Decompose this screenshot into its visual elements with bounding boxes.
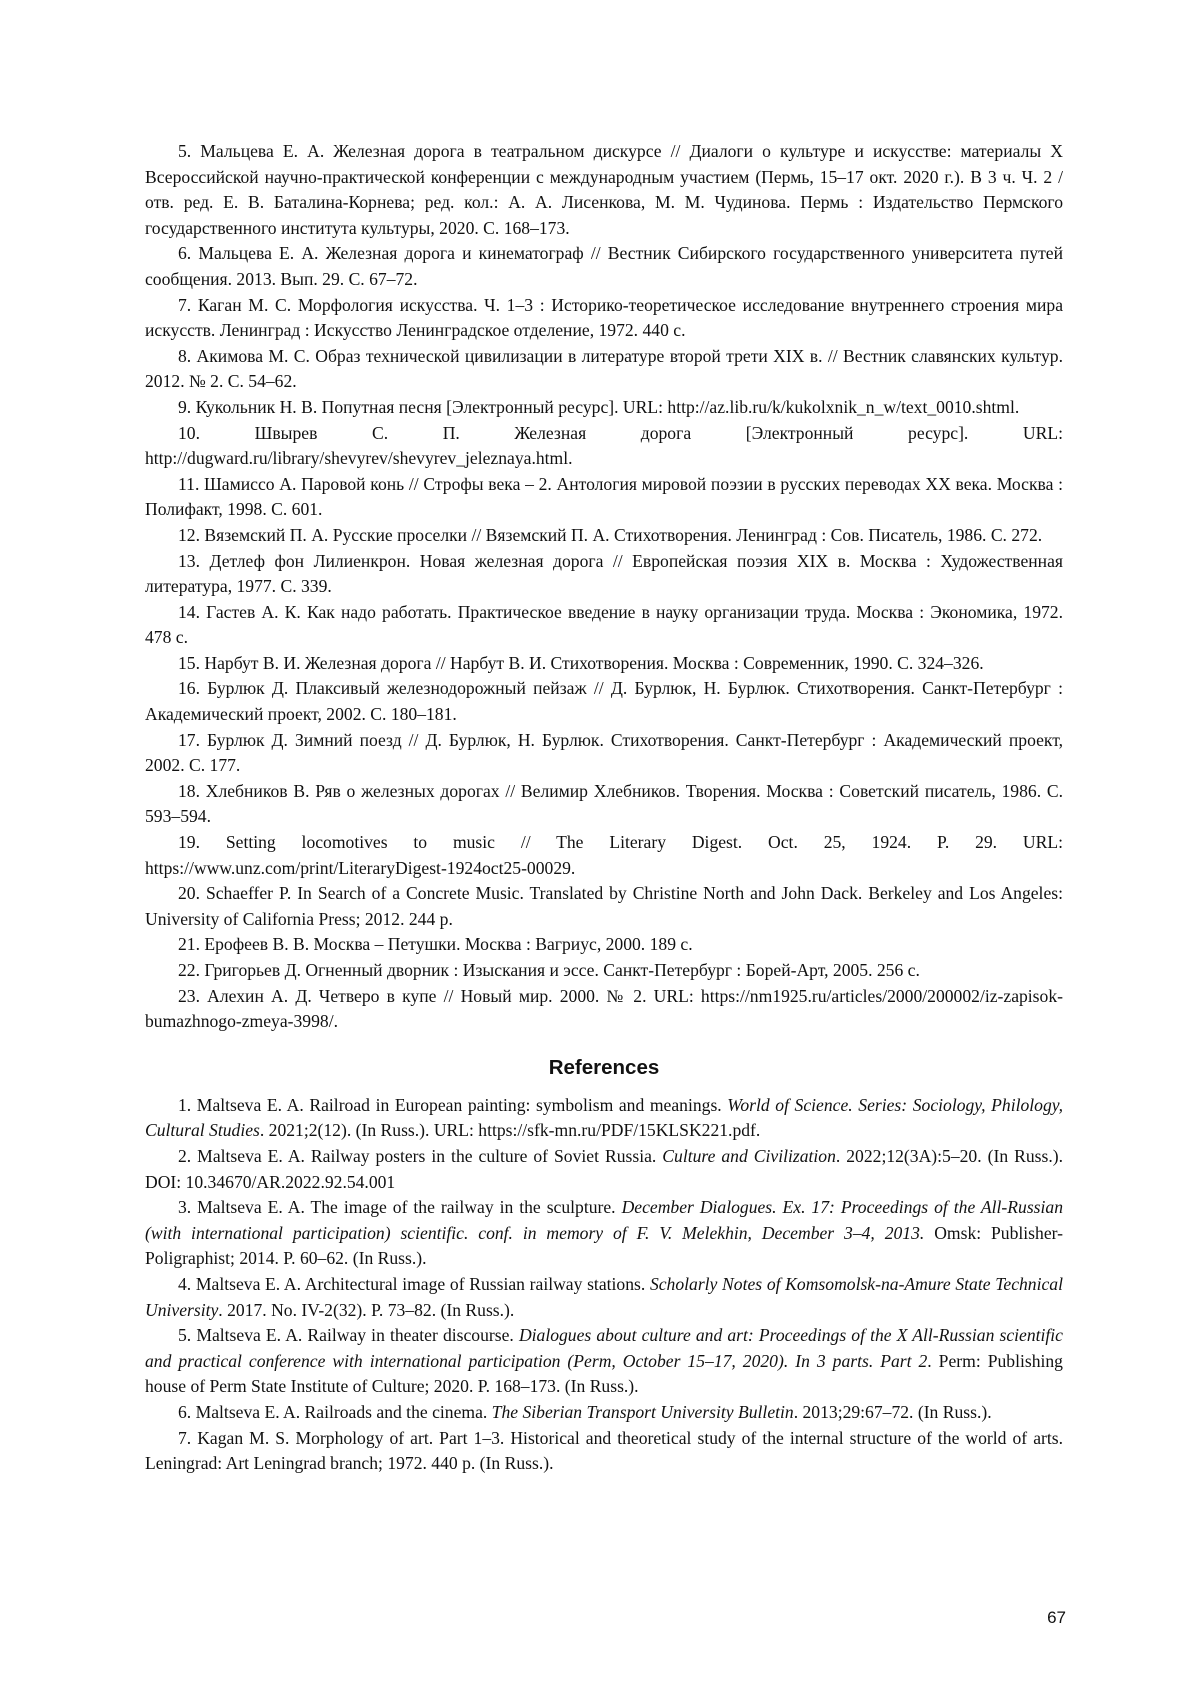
reference-item bbox=[145, 1195, 1063, 1272]
reference-source: Scholarly Notes of Komsomolsk-na-Amure State Technical University bbox=[145, 1273, 1063, 1320]
reference-text: 1. Maltseva E. A. Railroad in European painting: symbolism and meanings. bbox=[178, 1094, 728, 1115]
reference-details: . 2013;29:67–72. (In Russ.). bbox=[793, 1401, 992, 1422]
bibliography-item: 19. Setting locomotives to music // The Literary Digest. Oct. 25, 1924. P. 29. URL: https://www.unz.com/print/LiteraryDigest-1924oct25-00029. bbox=[145, 832, 1063, 878]
reference-details: . Perm: Publishing house of Perm State Institute of Culture; 2020. P. 168–173. (In Russ.). bbox=[145, 1350, 1063, 1397]
bibliography-item: 10. Швырев С. П. Железная дорога [Электронный ресурс]. URL: http://dugward.ru/library/shevyrev/shevyrev_jeleznaya.html. bbox=[145, 422, 1063, 469]
reference-details: Omsk: Publisher-Poligraphist; 2014. P. 60–62. (In Russ.). bbox=[145, 1222, 1063, 1269]
reference-item bbox=[145, 1426, 1063, 1477]
bibliography-item: 9. Кукольник Н. В. Попутная песня [Электронный ресурс]. URL: http://az.lib.ru/k/kukolxnik_n_w/text_0010.shtml. bbox=[178, 396, 1020, 417]
bibliography-item: 21. Ерофеев В. В. Москва – Петушки. Москва : Вагриус, 2000. 189 с. bbox=[178, 934, 693, 955]
page-number: 67 bbox=[1047, 1608, 1066, 1627]
references-heading: References bbox=[548, 1055, 660, 1079]
bibliography-item: 7. Каган М. С. Морфология искусства. Ч. 1–3 : Историко-теоретическое исследование внутреннего строения мира искусств. Ленинград : Искусство Ленинградское отделение, 1972. 440 с. bbox=[145, 294, 1063, 341]
bibliography-item: 23. Алехин А. Д. Четверо в купе // Новый мир. 2000. № 2. URL: https://nm1925.ru/articles/2000/200002/iz-zapisok-bumazhnogo-zmeya-3998/. bbox=[145, 985, 1063, 1032]
reference-text: 2. Maltseva E. A. Railway posters in the culture of Soviet Russia. bbox=[178, 1145, 663, 1166]
bibliography-item: 16. Бурлюк Д. Плаксивый железнодорожный пейзаж // Д. Бурлюк, Н. Бурлюк. Стихотворения. Санкт-Петербург : Академический проект, 2002. С. 180–181. bbox=[145, 678, 1063, 725]
content bbox=[145, 139, 1063, 1477]
reference-details: . 2021;2(12). (In Russ.). URL: https://sfk-mn.ru/PDF/15KLSK221.pdf. bbox=[259, 1120, 761, 1141]
bibliography-item: 15. Нарбут В. И. Железная дорога // Нарбут В. И. Стихотворения. Москва : Современник, 1990. С. 324–326. bbox=[178, 652, 984, 673]
bibliography-item: 20. Schaeffer P. In Search of a Concrete Music. Translated by Christine North and John Dack. Berkeley and Los Angeles: University of California Press; 2012. 244 p. bbox=[145, 883, 1063, 929]
reference-text: 5. Maltseva E. A. Railway in theater discourse. bbox=[178, 1325, 519, 1346]
bibliography-list bbox=[145, 139, 1063, 1035]
reference-text: 6. Maltseva E. A. Railroads and the cinema. bbox=[178, 1401, 492, 1422]
bibliography-item: 5. Мальцева Е. А. Железная дорога в театральном дискурсе // Диалоги о культуре и искусстве: материалы X Всероссийской научно-практической конференции с международным участием (Пермь, 15–17 окт. 2020 г.). В 3 ч. Ч. 2 / отв. ред. Е. В. Баталина-Корнева; ред. кол.: А. А. Лисенкова, М. М. Чудинова. Пермь : Издательство Пермского государственного института культуры, 2020. С. 168–173. bbox=[145, 141, 1063, 238]
bibliography-item: 11. Шамиссо А. Паровой конь // Строфы века – 2. Антология мировой поэзии в русских переводах XX века. Москва : Полифакт, 1998. С. 601. bbox=[145, 473, 1063, 520]
reference-source: The Siberian Transport University Bulletin bbox=[491, 1401, 794, 1422]
reference-source: World of Science. Series: Sociology, Philology, Cultural Studies bbox=[145, 1094, 1063, 1141]
reference-source: December Dialogues. Ex. 17: Proceedings of the All-Russian (with international participation) scientific. conf. in memory of F. V. Melekhin, December 3–4, 2013. bbox=[145, 1197, 1063, 1243]
bibliography-item: 13. Детлеф фон Лилиенкрон. Новая железная дорога // Европейская поэзия XIX в. Москва : Художественная литература, 1977. С. 339. bbox=[145, 550, 1063, 597]
reference-item bbox=[145, 1093, 1063, 1144]
bibliography-item: 22. Григорьев Д. Огненный дворник : Изыскания и эссе. Санкт-Петербург : Борей-Арт, 2005. 256 с. bbox=[178, 960, 920, 980]
bibliography-item: 6. Мальцева Е. А. Железная дорога и кинематограф // Вестник Сибирского государственного университета путей сообщения. 2013. Вып. 29. С. 67–72. bbox=[145, 243, 1063, 289]
bibliography-item: 12. Вяземский П. А. Русские проселки // Вяземский П. А. Стихотворения. Ленинград : Сов. Писатель, 1986. С. 272. bbox=[178, 524, 1043, 545]
reference-item bbox=[145, 1272, 1063, 1323]
bibliography-item: 18. Хлебников В. Ряв о железных дорогах // Велимир Хлебников. Творения. Москва : Советский писатель, 1986. С. 593–594. bbox=[145, 780, 1063, 827]
reference-source: Dialogues about culture and art: Proceedings of the X All-Russian scientific and practical conference with international participation (Perm, October 15–17, 2020). In 3 parts. Part 2 bbox=[145, 1325, 1063, 1371]
bibliography-item: 14. Гастев А. К. Как надо работать. Практическое введение в науку организации труда. Москва : Экономика, 1972. 478 с. bbox=[145, 601, 1063, 648]
reference-text: 3. Maltseva E. A. The image of the railway in the sculpture. bbox=[178, 1197, 622, 1218]
reference-details: . 2022;12(3A):5–20. (In Russ.). DOI: 10.34670/AR.2022.92.54.001 bbox=[145, 1145, 1064, 1192]
reference-item bbox=[145, 1144, 1063, 1195]
reference-item bbox=[145, 1323, 1063, 1400]
bibliography-item: 17. Бурлюк Д. Зимний поезд // Д. Бурлюк, Н. Бурлюк. Стихотворения. Санкт-Петербург : Академический проект, 2002. С. 177. bbox=[145, 729, 1063, 776]
references-list bbox=[145, 1093, 1063, 1477]
reference-source: Culture and Civilization bbox=[662, 1145, 836, 1166]
bibliography-item: 8. Акимова М. С. Образ технической цивилизации в литературе второй трети XIX в. // Вестник славянских культур. 2012. № 2. С. 54–62. bbox=[145, 345, 1063, 392]
reference-text: 4. Maltseva E. A. Architectural image of Russian railway stations. bbox=[178, 1273, 650, 1294]
reference-details: . 2017. No. IV-2(32). P. 73–82. (In Russ.). bbox=[218, 1299, 515, 1320]
reference-item bbox=[145, 1400, 1063, 1426]
reference-text: 7. Kagan M. S. Morphology of art. Part 1–3. Historical and theoretical study of the internal structure of the world of arts. Leningrad: Art Leningrad branch; 1972. 440 p. (In Russ.). bbox=[145, 1427, 1063, 1474]
